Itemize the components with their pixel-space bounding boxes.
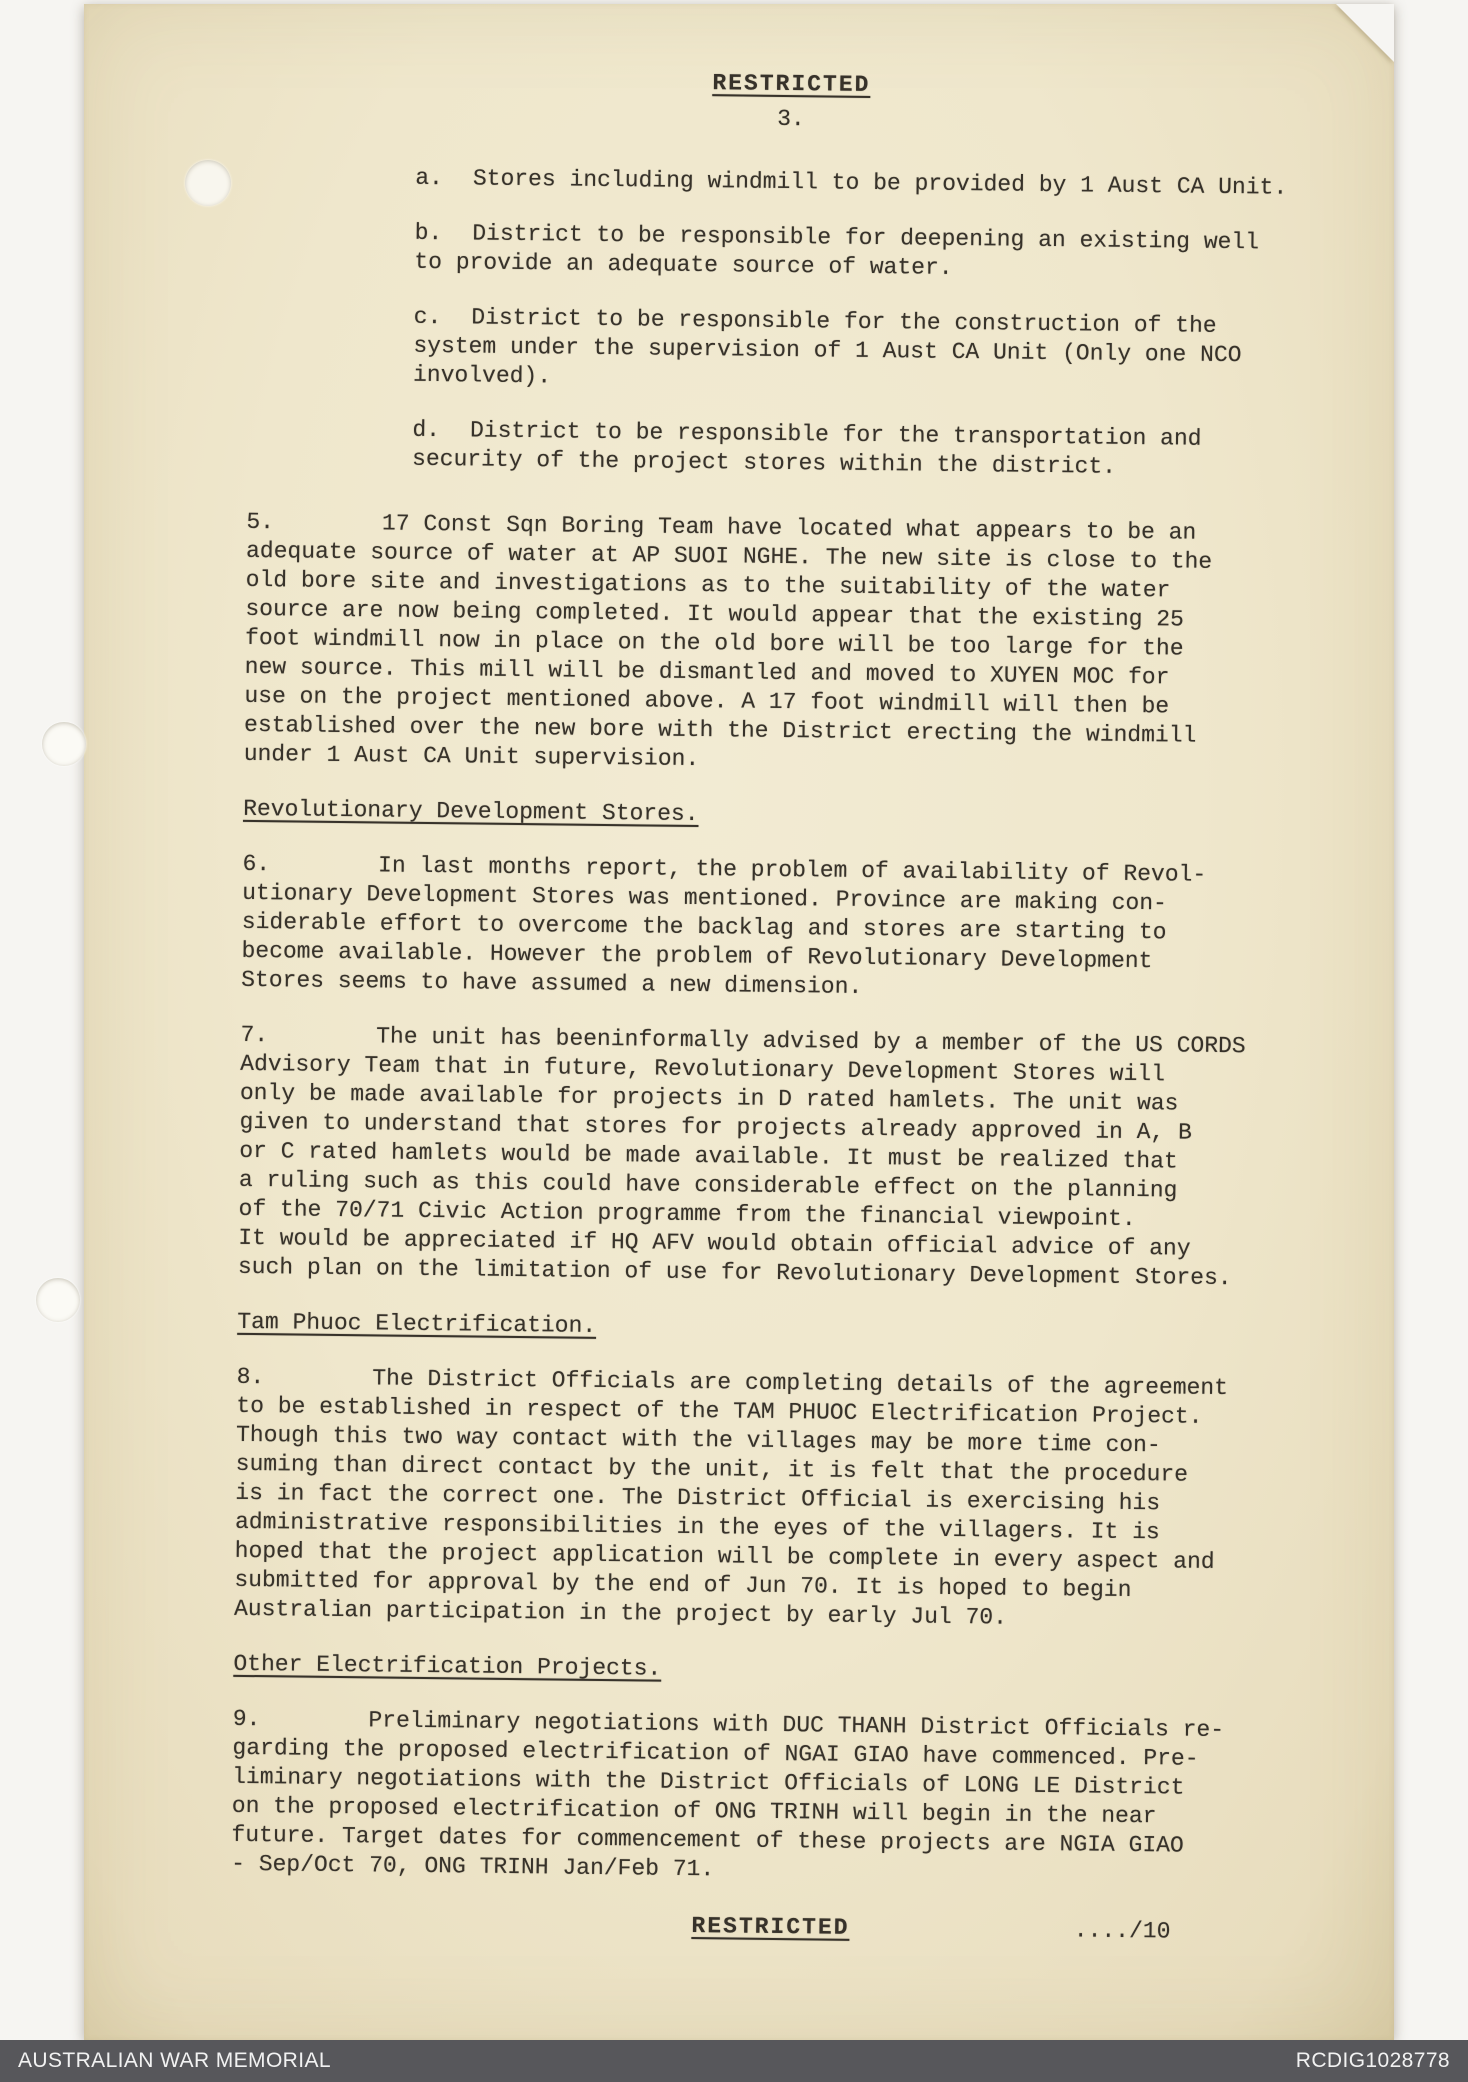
paragraph-5-text: 17 Const Sqn Boring Team have located what appears to be an adequate source of water at AP SUOI NGHE. The new site is close to the old bore site and investigations as to the suitability of the water source are now being completed. It would appear that the existing 25 foot windmill now in place on the old bore will be too large for the new source. This mill will be dismantled and moved to XUYEN MOC for use on the project mentioned above. A 17 foot windmill will then be established over the new bore with the District erecting the windmill under 1 Aust CA Unit supervision. bbox=[243, 510, 1213, 773]
typewriter-gap bbox=[260, 1725, 368, 1726]
archive-info-bar bbox=[0, 2040, 1468, 2082]
punch-hole bbox=[42, 722, 86, 766]
paragraph-7-text: The unit has beeninformally advised by a member of the US CORDS Advisory Team that in future, Revolutionary Development Stores will only be made available for projects in D rated hamlets. The unit was given to understand that stores for projects already approved in A, B or C rated hamlets would be made available. It must be realized that a ruling such as this could have considerable effect on the planning of the 70/71 Civic Action programme from the financial viewpoint. It would be appreciated if HQ AFV would obtain official advice of any such plan on the limitation of use for Revolutionary Development Stores. bbox=[237, 1023, 1246, 1292]
subparagraph-b-label: b. bbox=[414, 219, 443, 247]
paragraph-5 bbox=[244, 508, 1327, 781]
paragraph-8-text: The District Officials are completing details of the agreement to be established in respect of the TAM PHUOC Electrification Project. Though this two way contact with the villages may be more time con- suming than direct contact by the unit, it is felt that the procedure is in fact the correct one. The District Official is exercising his administrative responsibilities in the eyes of the villagers. It is hoped that the project application will be complete in every aspect and submitted for approval by the end of Jun 70. It is hoped to begin Australian participation in the project by early Jul 70. bbox=[233, 1365, 1229, 1631]
paragraph-9-number: 9. bbox=[232, 1705, 261, 1733]
subparagraph-a-text: Stores including windmill to be provided by 1 Aust CA Unit. bbox=[472, 165, 1288, 201]
page-corner-fold bbox=[1336, 4, 1394, 62]
page-number: 3. bbox=[777, 105, 805, 133]
reference-id: RCDIG1028778 bbox=[1295, 2049, 1450, 2072]
page-footer-row bbox=[230, 1907, 1310, 1948]
paragraph-8 bbox=[234, 1363, 1317, 1636]
punch-hole bbox=[36, 1278, 80, 1322]
classification-header: RESTRICTED bbox=[712, 70, 871, 98]
paragraph-7-number: 7. bbox=[240, 1021, 269, 1049]
paragraph-9 bbox=[231, 1705, 1313, 1891]
lettered-subparagraphs bbox=[247, 162, 1330, 484]
subparagraph-c bbox=[413, 303, 1329, 400]
scanned-document-page bbox=[84, 4, 1394, 2040]
typewriter-gap bbox=[270, 870, 378, 871]
typewriter-gap bbox=[264, 1383, 372, 1384]
subparagraph-d bbox=[412, 416, 1328, 484]
paragraph-6-text: In last months report, the problem of availability of Revol- utionary Development Stores was mentioned. Province are making con- siderable effort to overcome the backlag and stores are starting to become available. However the problem of Revolutionary Development Stores seems to have assumed a new dimension. bbox=[241, 852, 1207, 1000]
paragraph-6 bbox=[241, 850, 1323, 1007]
typewriter-gap bbox=[274, 528, 382, 529]
continuation-mark: ..../10 bbox=[1073, 1917, 1171, 1945]
institution-name: AUSTRALIAN WAR MEMORIAL bbox=[18, 2049, 331, 2072]
subparagraph-b-text: District to be responsible for deepening an existing well to provide an adequate source of water. bbox=[414, 220, 1260, 281]
subparagraph-c-label: c. bbox=[413, 303, 442, 331]
punch-hole bbox=[185, 160, 231, 206]
paragraph-7 bbox=[238, 1021, 1321, 1294]
classification-footer: RESTRICTED bbox=[691, 1913, 850, 1941]
subparagraph-a bbox=[415, 164, 1330, 203]
subparagraph-c-text: District to be responsible for the construction of the system under the supervision of 1 Aust CA Unit (Only one NCO involved). bbox=[412, 304, 1242, 390]
paragraph-5-number: 5. bbox=[246, 508, 275, 536]
subparagraph-d-text: District to be responsible for the transportation and security of the project stores within the district. bbox=[411, 417, 1202, 480]
section-heading-revolutionary-development-stores: Revolutionary Development Stores. bbox=[242, 795, 699, 828]
subparagraph-a-label: a. bbox=[415, 164, 444, 192]
subparagraph-d-label: d. bbox=[412, 416, 441, 444]
paragraph-9-text: Preliminary negotiations with DUC THANH District Officials re- garding the proposed electrification of NGAI GIAO have commenced. Pre- liminary negotiations with the District Officials of LONG LE District on the proposed electrification of ONG TRINH will begin in the near future. Target dates for commencement of these projects are NGIA GIAO - Sep/Oct 70, ONG TRINH Jan/Feb 71. bbox=[231, 1707, 1225, 1883]
paragraph-8-number: 8. bbox=[236, 1363, 265, 1391]
typewriter-gap bbox=[268, 1041, 376, 1042]
paragraph-6-number: 6. bbox=[242, 850, 271, 878]
subparagraph-b bbox=[414, 219, 1330, 287]
document-content bbox=[230, 64, 1331, 1948]
classification-header-row bbox=[251, 64, 1331, 105]
section-heading-other-electrification-projects: Other Electrification Projects. bbox=[233, 1650, 662, 1682]
section-heading-tam-phuoc-electrification: Tam Phuoc Electrification. bbox=[237, 1308, 597, 1339]
